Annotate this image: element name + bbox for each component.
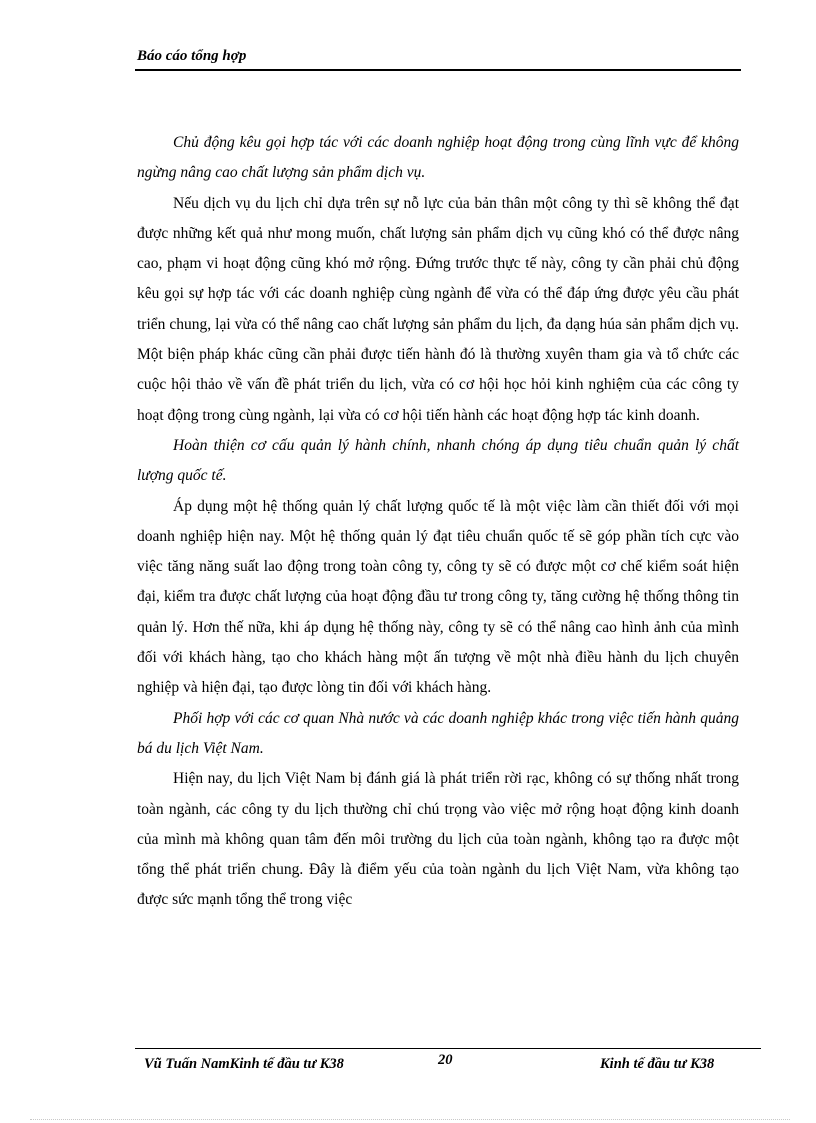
heading-management: Hoàn thiện cơ cấu quản lý hành chính, nhanh chóng áp dụng tiêu chuẩn quản lý chất lượng quốc tế. bbox=[137, 436, 739, 485]
page-header-title: Báo cáo tổng hợp bbox=[137, 48, 247, 64]
footer-course: Kinh tế đầu tư K38 bbox=[600, 1056, 715, 1072]
heading-promotion: Phối hợp với các cơ quan Nhà nước và các doanh nghiệp khác trong việc tiến hành quảng bá du lịch Việt Nam. bbox=[137, 709, 739, 757]
body-text bbox=[137, 128, 739, 916]
page-number: 20 bbox=[438, 1052, 453, 1068]
paragraph-promotion: Hiện nay, du lịch Việt Nam bị đánh giá là phát triển rời rạc, không có sự thống nhất trong toàn ngành, các công ty du lịch thường chỉ chú trọng vào việc mở rộng hoạt động kinh doanh của mình mà không quan tâm đến môi trường du lịch của toàn ngành, không tạo ra được một tổng thể phát triển chung. Đây là điểm yếu của toàn ngành du lịch Việt Nam, vừa không tạo được sức mạnh tổng thể trong việc bbox=[137, 770, 739, 909]
header-rule bbox=[135, 69, 741, 71]
footer-author: Vũ Tuấn NamKinh tế đầu tư K38 bbox=[144, 1056, 344, 1072]
paragraph-management: Áp dụng một hệ thống quản lý chất lượng quốc tế là một việc làm cần thiết đối với mọi doanh nghiệp hiện nay. Một hệ thống quản lý đạt tiêu chuẩn quốc tế sẽ góp phần tích cực vào việc tăng năng suất lao động trong toàn công ty, công ty sẽ có được một cơ chế kiểm soát hiện đại, kiểm tra được chất lượng của hoạt động đầu tư trong công ty, tăng cường hệ thống thông tin quản lý. Hơn thế nữa, khi áp dụng hệ thống này, công ty sẽ có thể nâng cao hình ảnh của mình đối với khách hàng, tạo cho khách hàng một ấn tượng về một nhà điều hành du lịch chuyên nghiệp và hiện đại, tạo được lòng tin đối với khách hàng. bbox=[137, 497, 739, 697]
page-bottom-dots bbox=[30, 1119, 790, 1120]
paragraph-cooperation: Nếu dịch vụ du lịch chỉ dựa trên sự nỗ lực của bản thân một công ty thì sẽ không thể đạt được những kết quả như mong muốn, chất lượng sản phẩm dịch vụ cũng khó có thể được nâng cao, phạm vi hoạt động cũng khó mở rộng. Đứng trước thực tế này, công ty cần phải chủ động kêu gọi sự hợp tác với các doanh nghiệp cùng ngành để vừa có thể đáp ứng được yêu cầu phát triển chung, lại vừa có thể nâng cao chất lượng sản phẩm du lịch, đa dạng húa sản phẩm dịch vụ. Một biện pháp khác cũng cần phải được tiến hành đó là thường xuyên tham gia và tổ chức các cuộc hội thảo về vấn đề phát triển du lịch, vừa có cơ hội học hỏi kinh nghiệm của các công ty hoạt động trong cùng ngành, lại vừa có cơ hội tiến hành các hoạt động hợp tác kinh doanh. bbox=[137, 194, 739, 424]
footer-rule bbox=[135, 1048, 761, 1049]
heading-cooperation: Chủ động kêu gọi hợp tác với các doanh nghiệp hoạt động trong cùng lĩnh vực để không ngừng nâng cao chất lượng sản phẩm dịch vụ. bbox=[137, 134, 739, 182]
